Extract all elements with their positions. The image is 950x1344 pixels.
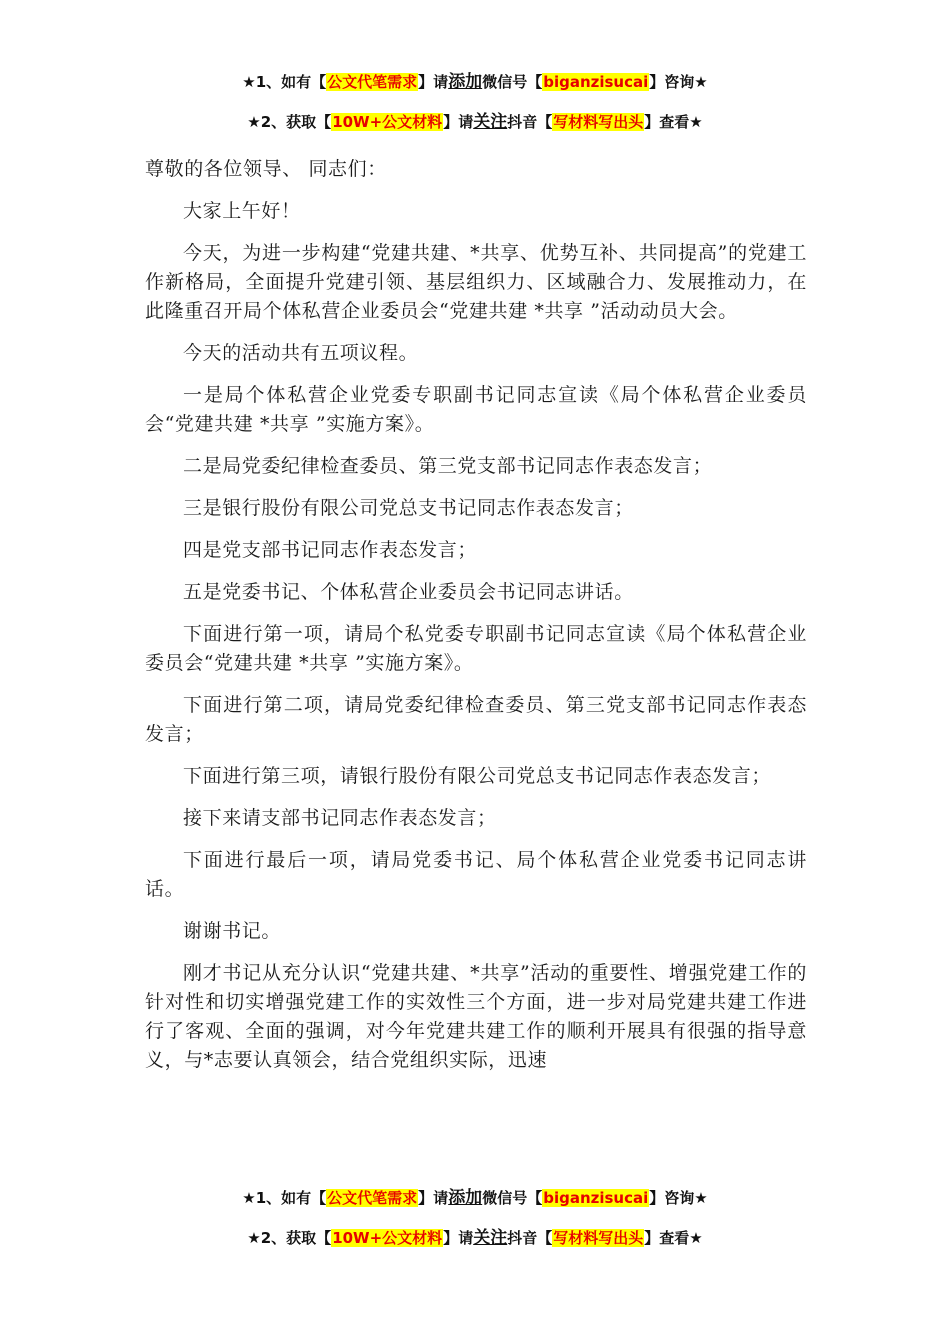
paragraph: 下面进行第二项，请局党委纪律检查委员、第三党支部书记同志作表态发言； (145, 694, 807, 745)
banner-text: 抖音【 (507, 1229, 553, 1247)
banner-underline: 关注 (473, 1228, 508, 1248)
banner-highlight: 写材料写出头 (553, 1229, 644, 1247)
banner-highlight: biganzisucai (543, 1189, 649, 1207)
banner-highlight: biganzisucai (543, 73, 649, 91)
banner-underline: 关注 (473, 112, 508, 132)
banner-highlight: 公文代笔需求 (327, 73, 418, 91)
paragraph: 一是局个体私营企业党委专职副书记同志宣读《局个体私营企业委员会“党建共建 *共享 ”实施方案》。 (145, 384, 807, 435)
star-icon: ★ (247, 1229, 261, 1247)
star-icon: ★ (242, 73, 256, 91)
banner-highlight: 10W+公文材料 (332, 113, 443, 131)
paragraph: 下面进行最后一项，请局党委书记、局个体私营企业党委书记同志讲话。 (145, 849, 807, 900)
star-icon: ★ (689, 1229, 703, 1247)
banner-text: 】查看 (644, 1229, 690, 1247)
footer-banner-line-2 (0, 1226, 950, 1250)
paragraph: 刚才书记从充分认识“党建共建、*共享”活动的重要性、增强党建工作的针对性和切实增强党建工作的实效性三个方面，进一步对局党建共建工作进行了客观、全面的强调，对今年党建共建工作的顺利开展具有很强的指导意义，与*志要认真领会，结合党组织实际，迅速 (145, 962, 807, 1071)
banner-highlight: 10W+公文材料 (332, 1229, 443, 1247)
paragraph: 四是党支部书记同志作表态发言； (183, 539, 478, 561)
banner-text: 1、如有【 (255, 73, 327, 91)
header-banner-line-2 (0, 110, 950, 134)
paragraph: 三是银行股份有限公司党总支书记同志作表态发言； (183, 497, 634, 519)
star-icon: ★ (689, 113, 703, 131)
star-icon: ★ (694, 1189, 708, 1207)
banner-text: 1、如有【 (255, 1189, 327, 1207)
banner-text: 】咨询 (649, 73, 695, 91)
banner-highlight: 公文代笔需求 (327, 1189, 418, 1207)
paragraph: 下面进行第一项，请局个私党委专职副书记同志宣读《局个体私营企业委员会“党建共建 *共享 ”实施方案》。 (145, 623, 807, 674)
footer-banner-line-1 (0, 1186, 950, 1210)
banner-text: 2、获取【 (260, 113, 332, 131)
paragraph: 大家上午好！ (183, 200, 301, 222)
banner-text: 2、获取【 (260, 1229, 332, 1247)
paragraph: 五是党委书记、个体私营企业委员会书记同志讲话。 (183, 581, 634, 603)
banner-text: 】咨询 (649, 1189, 695, 1207)
paragraph: 接下来请支部书记同志作表态发言； (183, 807, 497, 829)
document-body (145, 155, 807, 1088)
paragraph: 今天的活动共有五项议程。 (183, 342, 419, 364)
star-icon: ★ (247, 113, 261, 131)
banner-text: 】请 (418, 1189, 449, 1207)
banner-text: 】请 (418, 73, 449, 91)
paragraph: 二是局党委纪律检查委员、第三党支部书记同志作表态发言； (183, 455, 713, 477)
paragraph: 谢谢书记。 (183, 920, 282, 942)
banner-underline: 添加 (448, 1188, 483, 1208)
banner-text: 微信号【 (482, 1189, 543, 1207)
banner-text: 抖音【 (507, 113, 553, 131)
banner-text: 】请 (443, 113, 474, 131)
paragraph: 下面进行第三项，请银行股份有限公司党总支书记同志作表态发言； (183, 765, 772, 787)
banner-text: 】请 (443, 1229, 474, 1247)
salutation: 尊敬的各位领导、 同志们： (145, 158, 387, 180)
star-icon: ★ (242, 1189, 256, 1207)
banner-text: 】查看 (644, 113, 690, 131)
banner-underline: 添加 (448, 72, 483, 92)
header-banner-line-1 (0, 70, 950, 94)
paragraph: 今天，为进一步构建“党建共建、*共享、优势互补、共同提高”的党建工作新格局，全面提升党建引领、基层组织力、区域融合力、发展推动力，在此隆重召开局个体私营企业委员会“党建共建 *共享 ”活动动员大会。 (145, 242, 807, 322)
star-icon: ★ (694, 73, 708, 91)
banner-highlight: 写材料写出头 (553, 113, 644, 131)
banner-text: 微信号【 (482, 73, 543, 91)
